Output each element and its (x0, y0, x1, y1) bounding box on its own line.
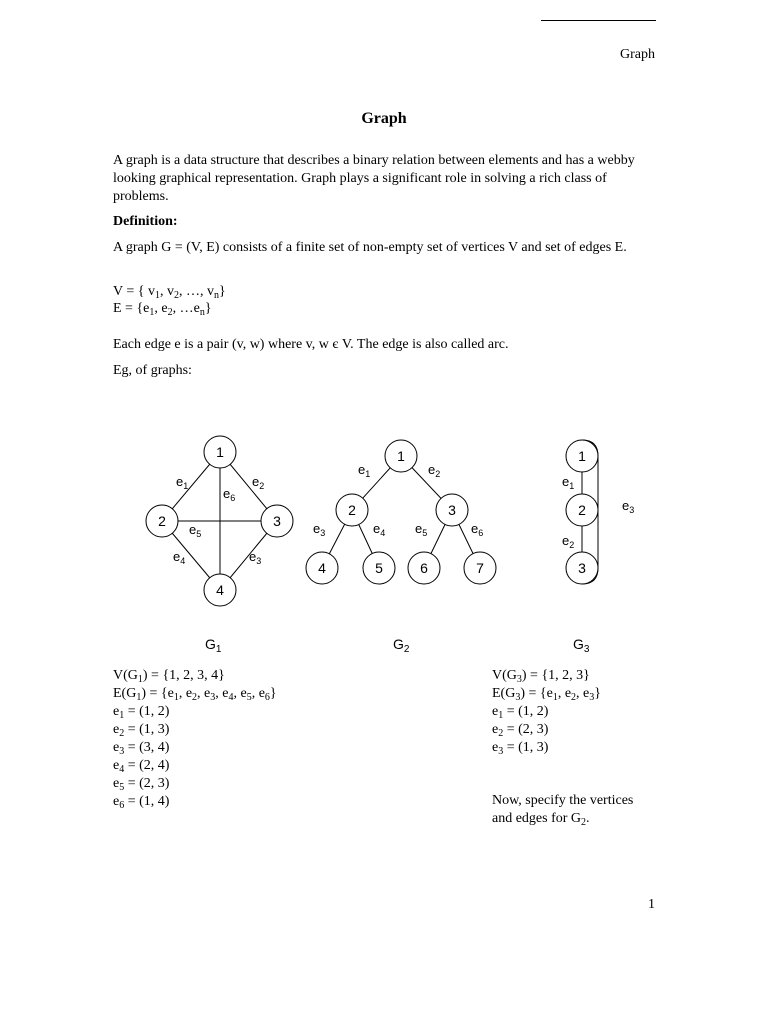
g3-caption-text: G (573, 636, 584, 652)
g3-node-label: 3 (578, 560, 586, 576)
g3-caption-sub: 3 (583, 644, 590, 655)
g3-edge-set: $E(G_3) = \{e_1$, $e_2$, $e_3$} (492, 686, 601, 703)
g1-edge-label: $e_4$ (173, 549, 186, 566)
v-set-prefix: V = { v (113, 284, 155, 299)
graph-g1 (146, 436, 293, 606)
exercise-line-2: and edges for $G_2$. (492, 811, 590, 828)
g1-edge-def: $e_6 = (1$, 4) (113, 794, 170, 811)
g1-node-label: 4 (216, 582, 224, 598)
g2-node-label: 6 (420, 560, 428, 576)
g1-node-label: 3 (273, 513, 281, 529)
g2-edge-label: $e_2$ (428, 462, 441, 479)
g3-edge-def: $e_2 = (2$, 3) (492, 722, 549, 739)
exercise-text (492, 792, 633, 828)
e-set-mid2: , …e (172, 301, 200, 316)
page-number: 1 (648, 897, 655, 912)
g3-edge-label: $e_1$ (562, 474, 575, 491)
g1-caption-sub: 1 (215, 644, 222, 655)
g2-caption-sub: 2 (403, 644, 410, 655)
definition-text: A graph G = (V, E) consists of a finite set of non-empty set of vertices V and set of edges E. (113, 240, 627, 255)
g3-edge-label: $e_3$ (622, 498, 635, 515)
g2-node-label: 4 (318, 560, 326, 576)
g1-vertex-set: $V(G_1) = \{1$, 2, 3, 4} (113, 668, 225, 685)
g1-node-label: 2 (158, 513, 166, 529)
g1-node-label: 1 (216, 444, 224, 460)
g3-edge-def: $e_1 = (1$, 2) (492, 704, 549, 721)
e-set-prefix: E = {e (113, 301, 150, 316)
g2-edge-label: $e_3$ (313, 521, 326, 538)
v-set-sub2: 2 (173, 290, 179, 301)
definition-heading: Definition: (113, 214, 178, 229)
g3-node-label: 1 (578, 448, 586, 464)
g1-edge-set: $E(G_1) = \{e_1$, $e_2$, $e_3$, $e_4$, $e_5$, $e_6$} (113, 686, 277, 703)
g1-caption (205, 636, 222, 655)
v-set-mid2: , …, v (178, 284, 214, 299)
g1-listing (113, 667, 277, 811)
g2-node-label: 1 (397, 448, 405, 464)
g1-edge-label: $e_1$ (176, 474, 189, 491)
g3-caption (573, 636, 590, 655)
g2-node-label: 2 (348, 502, 356, 518)
g2-node-label: 7 (476, 560, 484, 576)
g2-node-label: 5 (375, 560, 383, 576)
e-set-sub1: 1 (149, 307, 155, 318)
g1-edge-def: $e_5 = (2$, 3) (113, 776, 170, 793)
g1-edge-def: $e_4 = (2$, 4) (113, 758, 170, 775)
g2-edge-label: $e_4$ (373, 521, 386, 538)
g1-edge-label: $e_2$ (252, 474, 265, 491)
v-set-subn: n (213, 290, 219, 301)
g1-edge-def: $e_3 = (3$, 4) (113, 740, 170, 757)
g2-caption-text: G (393, 636, 404, 652)
e-set-mid1: , e (154, 301, 168, 316)
g3-listing (492, 667, 601, 757)
intro-paragraph: A graph is a data structure that describes a binary relation between elements and has a webby looking graphical representation. Graph plays a significant role in solving a rich class of problems. (113, 153, 635, 204)
g2-edge-label: $e_6$ (471, 521, 484, 538)
g1-edge-def: $e_1 = (1$, 2) (113, 704, 170, 721)
g1-edge-def: $e_2 = (1$, 3) (113, 722, 170, 739)
e-set-end: } (204, 301, 212, 316)
v-set-end: } (218, 284, 226, 299)
running-header: Graph (620, 47, 655, 62)
v-set-sub1: 1 (154, 290, 160, 301)
g3-vertex-set: $V(G_3) = \{1$, 2, 3} (492, 668, 590, 685)
g3-edge-def: $e_3 = (1$, 3) (492, 740, 549, 757)
edge-pair-text: Each edge e is a pair (v, w) where v, w є V. The edge is also called arc. (113, 337, 509, 352)
g1-edge-label: $e_6$ (223, 486, 236, 503)
g1-edge-labels (173, 474, 264, 566)
g1-edge-label: $e_3$ (249, 549, 262, 566)
exercise-line-1: Now, specify the vertices (492, 793, 634, 808)
e-set-sub2: 2 (167, 307, 173, 318)
g2-edge-label: $e_1$ (358, 462, 371, 479)
g3-node-label: 2 (578, 502, 586, 518)
g2-node-label: 3 (448, 502, 456, 518)
g2-caption (393, 636, 410, 655)
examples-label: Eg, of graphs: (113, 363, 192, 378)
page-title: Graph (361, 110, 407, 127)
g2-edge-label: $e_5$ (415, 521, 428, 538)
v-set-mid1: , v (159, 284, 174, 299)
e-set-subn: n (199, 307, 205, 318)
g3-edge-label: $e_2$ (562, 533, 575, 550)
g1-edge-label: $e_5$ (189, 522, 202, 539)
g1-caption-text: G (205, 636, 216, 652)
